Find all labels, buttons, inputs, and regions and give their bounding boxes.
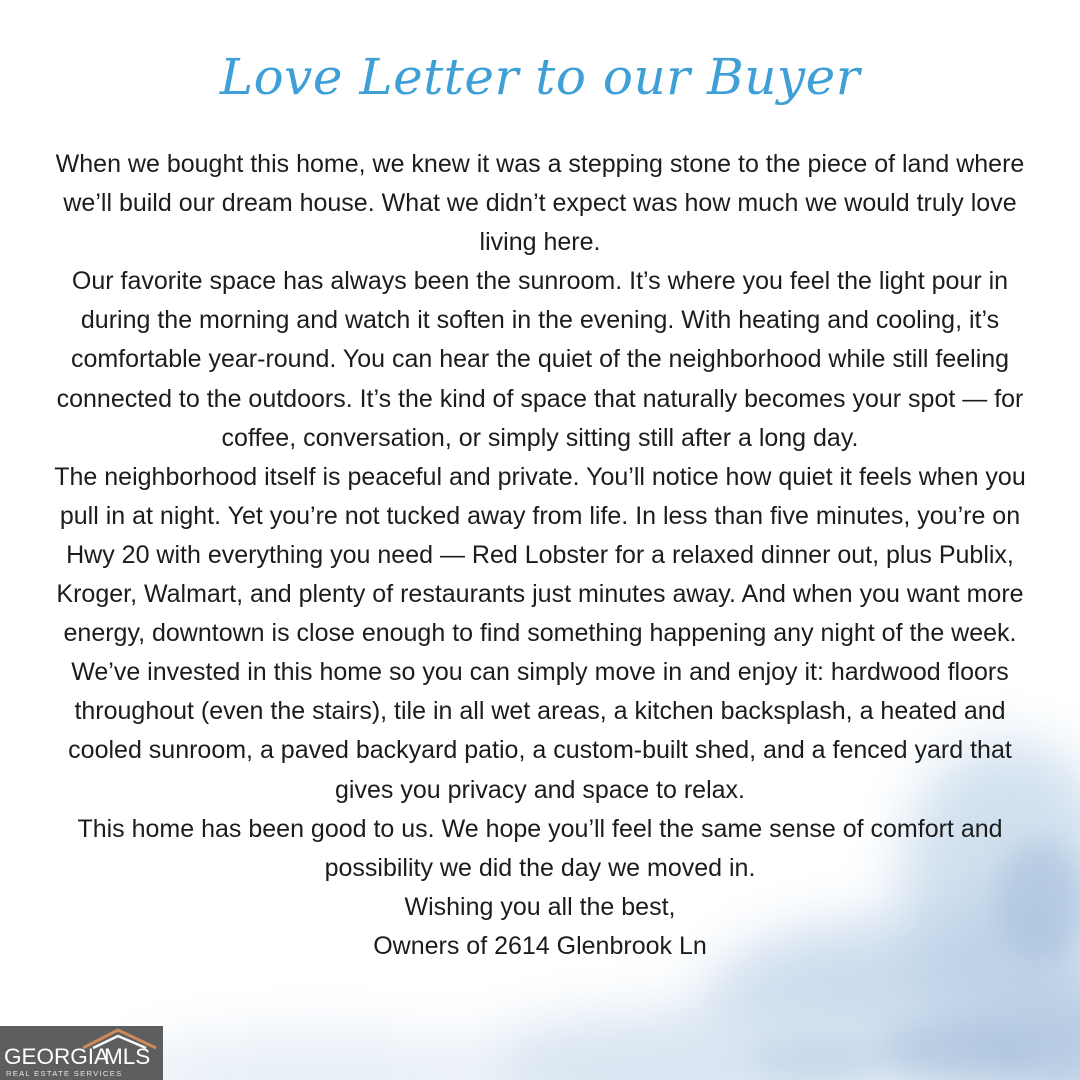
logo-brand-left: GEORGIA (4, 1044, 110, 1069)
letter-body (44, 145, 1036, 966)
logo-tagline: REAL ESTATE SERVICES (6, 1069, 123, 1078)
letter-closing: Wishing you all the best, (404, 892, 676, 921)
letter-title: Love Letter to our Buyer (219, 48, 861, 106)
letter-paragraph: The neighborhood itself is peaceful and private. You’ll notice how quiet it feels when you pull in at night. Yet you’re not tucked away from life. In less than five minutes, you’re on Hwy 20 with everything you need — Red Lobster for a relaxed dinner out, plus Publix, Kroger, Walmart, and plenty of restaurants just minutes away. And when you want more energy, downtown is close enough to find something happening any night of the week. (54, 462, 1026, 648)
letter-paragraph: When we bought this home, we knew it was a stepping stone to the piece of land where we’ll build our dream house. What we didn’t expect was how much we would truly love living here. (55, 150, 1025, 257)
letter-paragraph: Our favorite space has always been the sunroom. It’s where you feel the light pour in during the morning and watch it soften in the evening. With heating and cooling, it’s comfortable year-round. You can hear the quiet of the neighborhood while still feeling connected to the outdoors. It’s the kind of space that naturally becomes your spot — for coffee, conversation, or simply sitting still after a long day. (56, 267, 1024, 452)
logo-brand-right: MLS (104, 1044, 151, 1069)
letter-paragraph: This home has been good to us. We hope you’ll feel the same sense of comfort and possibility we did the day we moved in. (77, 814, 1003, 882)
georgia-mls-logo (0, 1026, 163, 1080)
letter-signature: Owners of 2614 Glenbrook Ln (373, 931, 707, 960)
letter-paragraph: We’ve invested in this home so you can simply move in and enjoy it: hardwood floors throughout (even the stairs), tile in all wet areas, a kitchen backsplash, a heated and cooled sunroom, a paved backyard patio, a custom-built shed, and a fenced yard that gives you privacy and space to relax. (68, 658, 1012, 804)
